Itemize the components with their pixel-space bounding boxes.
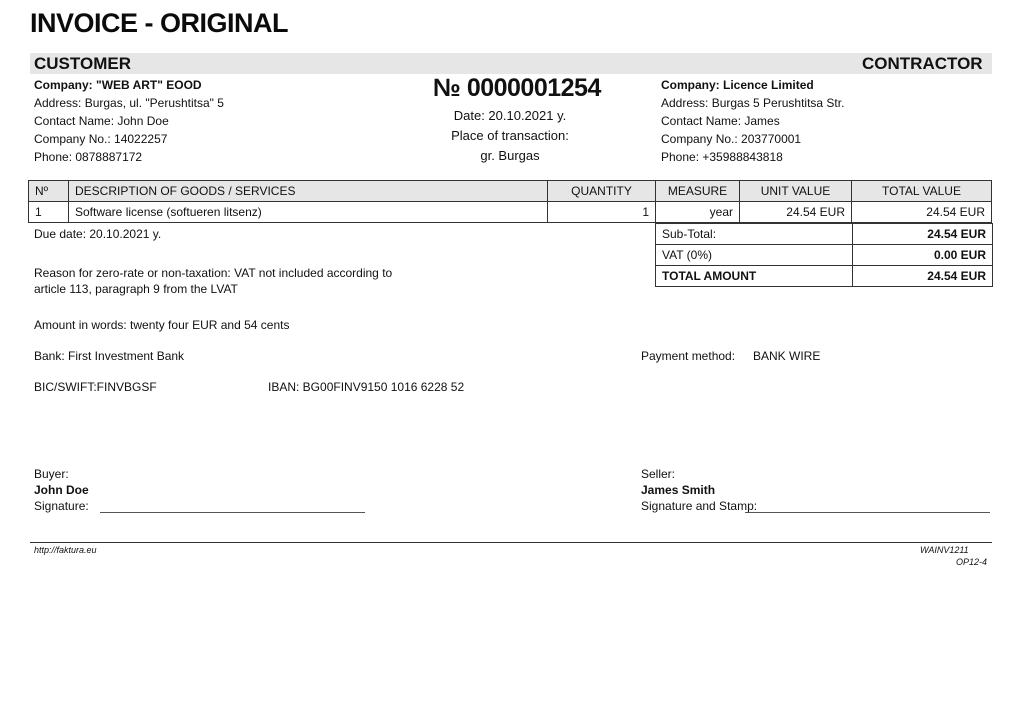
reason-line-2: article 113, paragraph 9 from the LVAT (34, 282, 238, 296)
iban: IBAN: BG00FINV9150 1016 6228 52 (268, 380, 465, 394)
vat-value: 0.00 EUR (853, 245, 993, 266)
totals-table (655, 223, 993, 287)
col-unit-value: UNIT VALUE (740, 181, 852, 202)
row-total-value: 24.54 EUR (852, 202, 992, 223)
bank-name: Bank: First Investment Bank (34, 349, 185, 363)
total-value: 24.54 EUR (853, 266, 993, 287)
place-value: gr. Burgas (480, 148, 540, 163)
col-number: Nº (29, 181, 69, 202)
vat-row (656, 245, 993, 266)
amount-in-words: Amount in words: twenty four EUR and 54 cents (34, 318, 290, 332)
bic-swift: BIC/SWIFT:FINVBGSF (34, 380, 157, 394)
contractor-contact: Contact Name: James (661, 114, 780, 128)
subtotal-label: Sub-Total: (656, 224, 853, 245)
total-row (656, 266, 993, 287)
footer-code-1: WAINV1211 (920, 545, 969, 555)
col-description: DESCRIPTION OF GOODS / SERVICES (69, 181, 548, 202)
col-quantity: QUANTITY (548, 181, 656, 202)
subtotal-value: 24.54 EUR (853, 224, 993, 245)
items-table (28, 180, 992, 223)
customer-phone: Phone: 0878887172 (34, 150, 143, 164)
footer-url[interactable]: http://faktura.eu (34, 545, 97, 555)
seller-signature-line (745, 512, 990, 513)
customer-header: CUSTOMER (34, 54, 131, 73)
customer-contact: Contact Name: John Doe (34, 114, 169, 128)
customer-address: Address: Burgas, ul. "Perushtitsa" 5 (34, 96, 224, 110)
contractor-company-no: Company No.: 203770001 (661, 132, 802, 146)
seller-label: Seller: (641, 467, 676, 481)
buyer-label: Buyer: (34, 467, 69, 481)
customer-company-no: Company No.: 14022257 (34, 132, 168, 146)
customer-company: Company: "WEB ART" EOOD (34, 78, 202, 92)
payment-method-value: BANK WIRE (753, 349, 821, 363)
contractor-header: CONTRACTOR (862, 54, 983, 73)
buyer-signature-label: Signature: (34, 499, 89, 513)
total-label: TOTAL AMOUNT (656, 266, 853, 287)
buyer-signature-line (100, 512, 365, 513)
payment-method-label: Payment method: (641, 349, 736, 363)
tax-date: Due date: 20.10.2021 y. (34, 227, 162, 241)
seller-name: James Smith (641, 483, 716, 497)
row-measure: year (656, 202, 740, 223)
invoice-date: Date: 20.10.2021 y. (453, 108, 567, 123)
table-row (29, 202, 992, 223)
col-measure: MEASURE (656, 181, 740, 202)
row-description: Software license (softueren litsenz) (69, 202, 548, 223)
footer-code-2: OP12-4 (956, 557, 988, 567)
contractor-address: Address: Burgas 5 Perushtitsa Str. (661, 96, 845, 110)
buyer-name: John Doe (34, 483, 89, 497)
reason-line-1: Reason for zero-rate or non-taxation: VAT not included according to (34, 266, 393, 280)
subtotal-row (656, 224, 993, 245)
vat-label: VAT (0%) (656, 245, 853, 266)
table-header-row (29, 181, 992, 202)
header-band (30, 53, 992, 74)
place-label: Place of transaction: (451, 128, 569, 143)
invoice-title: INVOICE - ORIGINAL (30, 8, 289, 38)
contractor-phone: Phone: +35988843818 (661, 150, 783, 164)
row-quantity: 1 (548, 202, 656, 223)
footer-divider (30, 542, 992, 543)
contractor-company: Company: Licence Limited (661, 78, 814, 92)
row-unit-value: 24.54 EUR (740, 202, 852, 223)
row-number: 1 (29, 202, 69, 223)
seller-signature-label: Signature and Stamp: (641, 499, 758, 513)
col-total-value: TOTAL VALUE (852, 181, 992, 202)
invoice-number: № 0000001254 (433, 74, 601, 102)
